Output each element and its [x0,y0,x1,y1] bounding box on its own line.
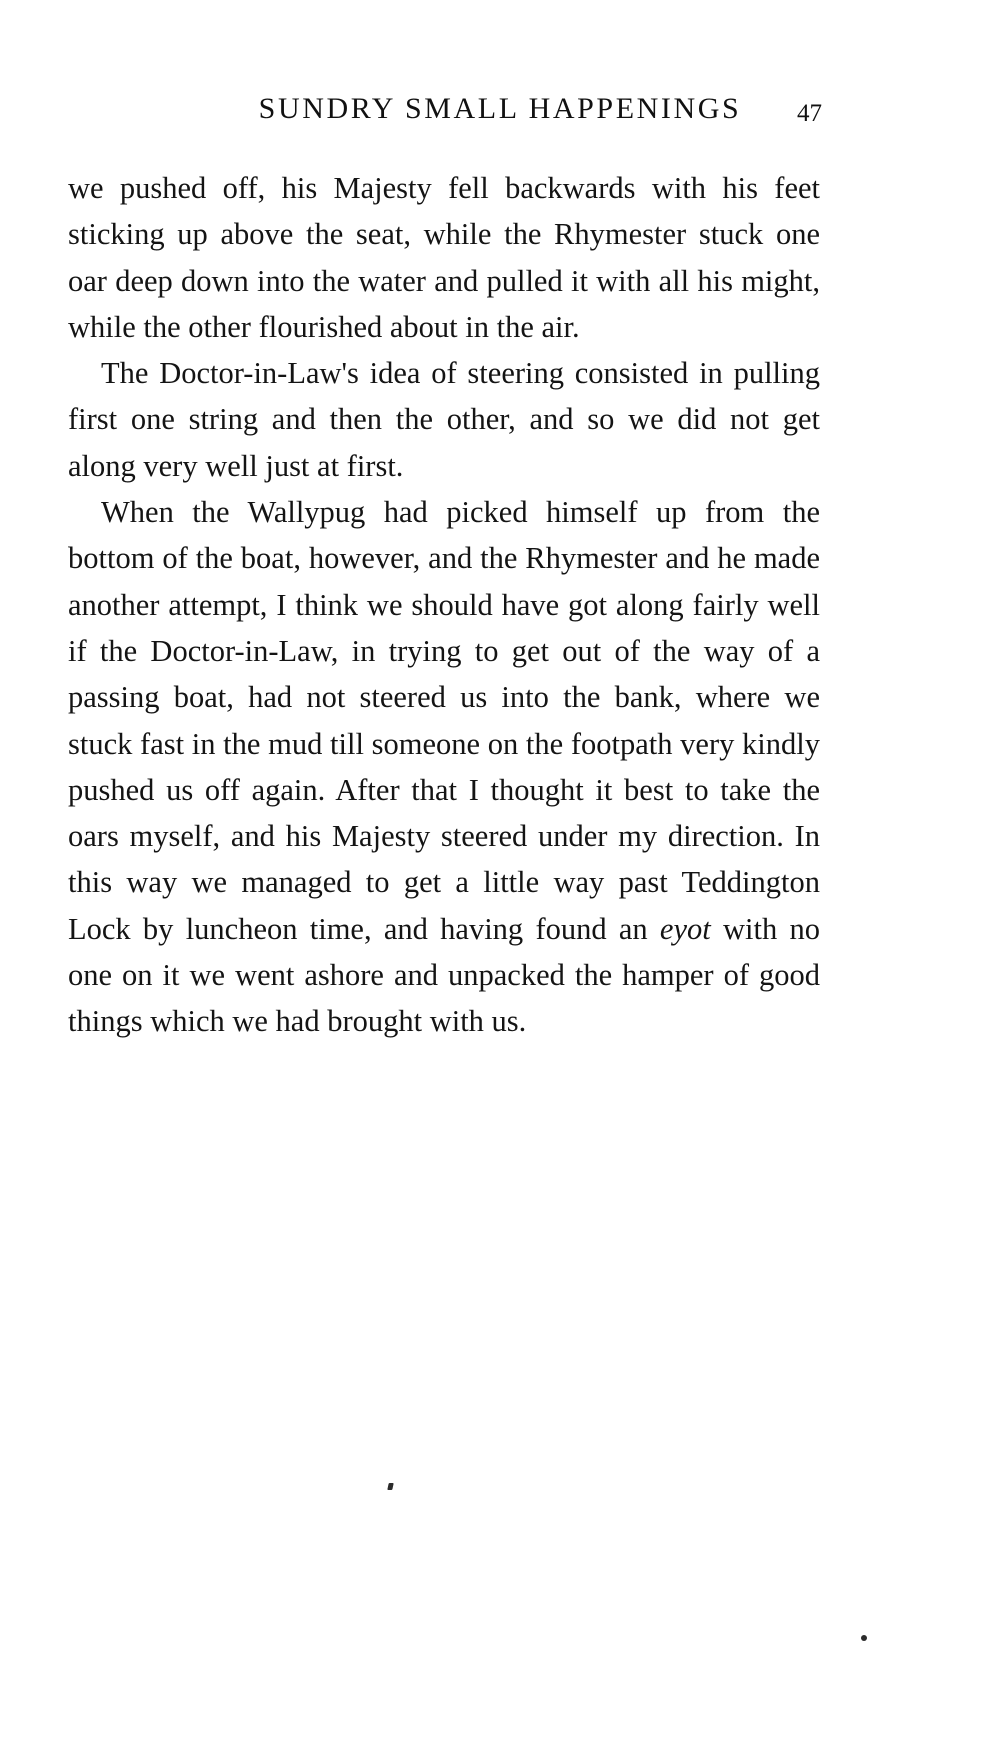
stray-ink-mark-icon [387,1483,393,1490]
paragraph-1: we pushed off, his Majesty fell backwards with his feet sticking up above the seat, while the Rhymester stuck one oar deep down into the water and pulled it with all his might, while the other flourished about in the air. [68,171,820,344]
paragraph-3-part-1: When the Wallypug had picked himself up from the bottom of the boat, however, and the Rhymester and he made another attempt, I think we should have got along fairly well if the Doctor-in-Law, in trying to get out of the way of a passing boat, had not steered us into the bank, where we stuck fast in the mud till someone on the footpath very kindly pushed us off again. After that I thought it best to take the oars myself, and his Majesty steered under my direction. In this way we managed to get a little way past Teddington Lock by luncheon time, and having found an [68,495,820,946]
running-head-title: SUNDRY SMALL HAPPENINGS [258,92,742,125]
running-head [150,92,850,136]
stray-ink-dot-icon [861,1635,867,1641]
paragraph-3-italic-term: eyot [659,911,711,946]
paragraph-3-part-2: with no one on it we went ashore and unpacked the hamper of good things which we had brought with us. [68,911,820,1039]
body-text [68,165,820,1045]
paragraph-3 [68,489,820,1045]
paragraph-2: The Doctor-in-Law's idea of steering consisted in pulling first one string and then the other, and so we did not get along very well just at first. [68,356,820,483]
page-number: 47 [797,100,822,127]
